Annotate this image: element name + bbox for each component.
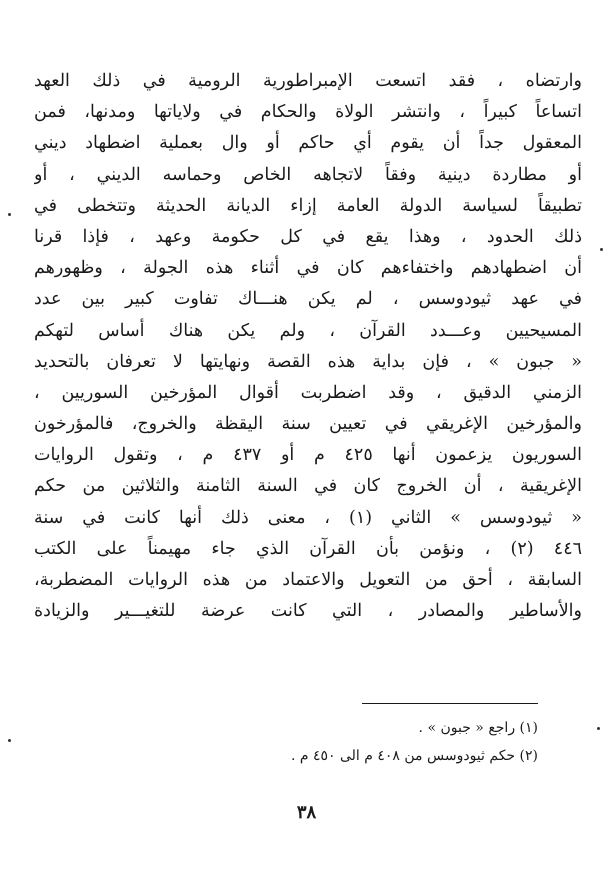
text-line: ذلك الحدود ، وهذا يقع في كل حكومة وعهد ، فإذا قرنا xyxy=(34,226,582,247)
scan-speck xyxy=(8,739,11,742)
text-line: ٤٤٦ (٢) ، ونؤمن بأن القرآن الذي جاء مهيمناً على الكتب xyxy=(34,538,582,559)
scan-speck xyxy=(597,727,600,730)
text-line: « ثيودوسس » الثاني (١) ، معنى ذلك أنها كانت في سنة xyxy=(34,507,582,528)
text-line: تطبيقاً لسياسة الدولة العامة إزاء الديانة الحديثة وتتخطى في xyxy=(34,195,582,216)
footnotes xyxy=(218,714,538,770)
text-line: والمؤرخين الإغريقي في تعيين سنة اليقظة والخروج، فالمؤرخون xyxy=(34,414,582,435)
scan-speck xyxy=(8,213,11,216)
footnote-1: (١) راجع « جبون » . xyxy=(418,720,538,736)
text-line: المعقول جداً أن يقوم أي حاكم أو وال بعملية اضطهاد ديني xyxy=(34,133,582,154)
page-number: ٣٨ xyxy=(296,802,317,823)
scan-speck xyxy=(600,248,603,251)
text-line: والأساطير والمصادر ، التي كانت عرضة للتغيـــير والزيادة xyxy=(34,601,582,622)
text-line: المسيحيين وعـــدد القرآن ، ولم يكن هناك أساس لتهكم xyxy=(34,320,582,341)
text-line: اتساعاً كبيراً ، وانتشر الولاة والحكام في ولاياتها ومدنها، فمن xyxy=(34,102,582,123)
text-line: وارتضاه ، فقد اتسعت الإمبراطورية الرومية في ذلك العهد xyxy=(34,71,582,91)
text-line: السابقة ، أحق من التعويل والاعتماد من هذه الروايات المضطربة، xyxy=(34,570,582,590)
text-line: في عهد ثيودوسس ، لم يكن هنـــاك تفاوت كبير بين عدد xyxy=(34,289,582,310)
text-line: « جبون » ، فإن بداية هذه القصة ونهايتها لا تعرفان بالتحديد xyxy=(34,351,582,372)
text-line: السوريون يزعمون أنها ٤٢٥ م أو ٤٣٧ م ، وتقول الروايات xyxy=(34,445,582,466)
body-text xyxy=(34,66,582,627)
footnote-divider xyxy=(362,703,538,704)
text-line: أو مطاردة دينية وفقاً لاتجاهه الخاص وحماسه الديني ، أو xyxy=(34,164,582,185)
text-line: الإغريقية ، أن الخروج كان في السنة الثامنة والثلاثين من حكم xyxy=(34,476,582,497)
text-line: أن اضطهادهم واختفاءهم كان في أثناء هذه الجولة ، وظهورهم xyxy=(34,258,582,279)
footnote-2: (٢) حكم ثيودوسس من ٤٠٨ م الى ٤٥٠ م . xyxy=(290,748,538,764)
text-line: الزمني الدقيق ، وقد اضطربت أقوال المؤرخين السوريين ، xyxy=(34,382,582,403)
